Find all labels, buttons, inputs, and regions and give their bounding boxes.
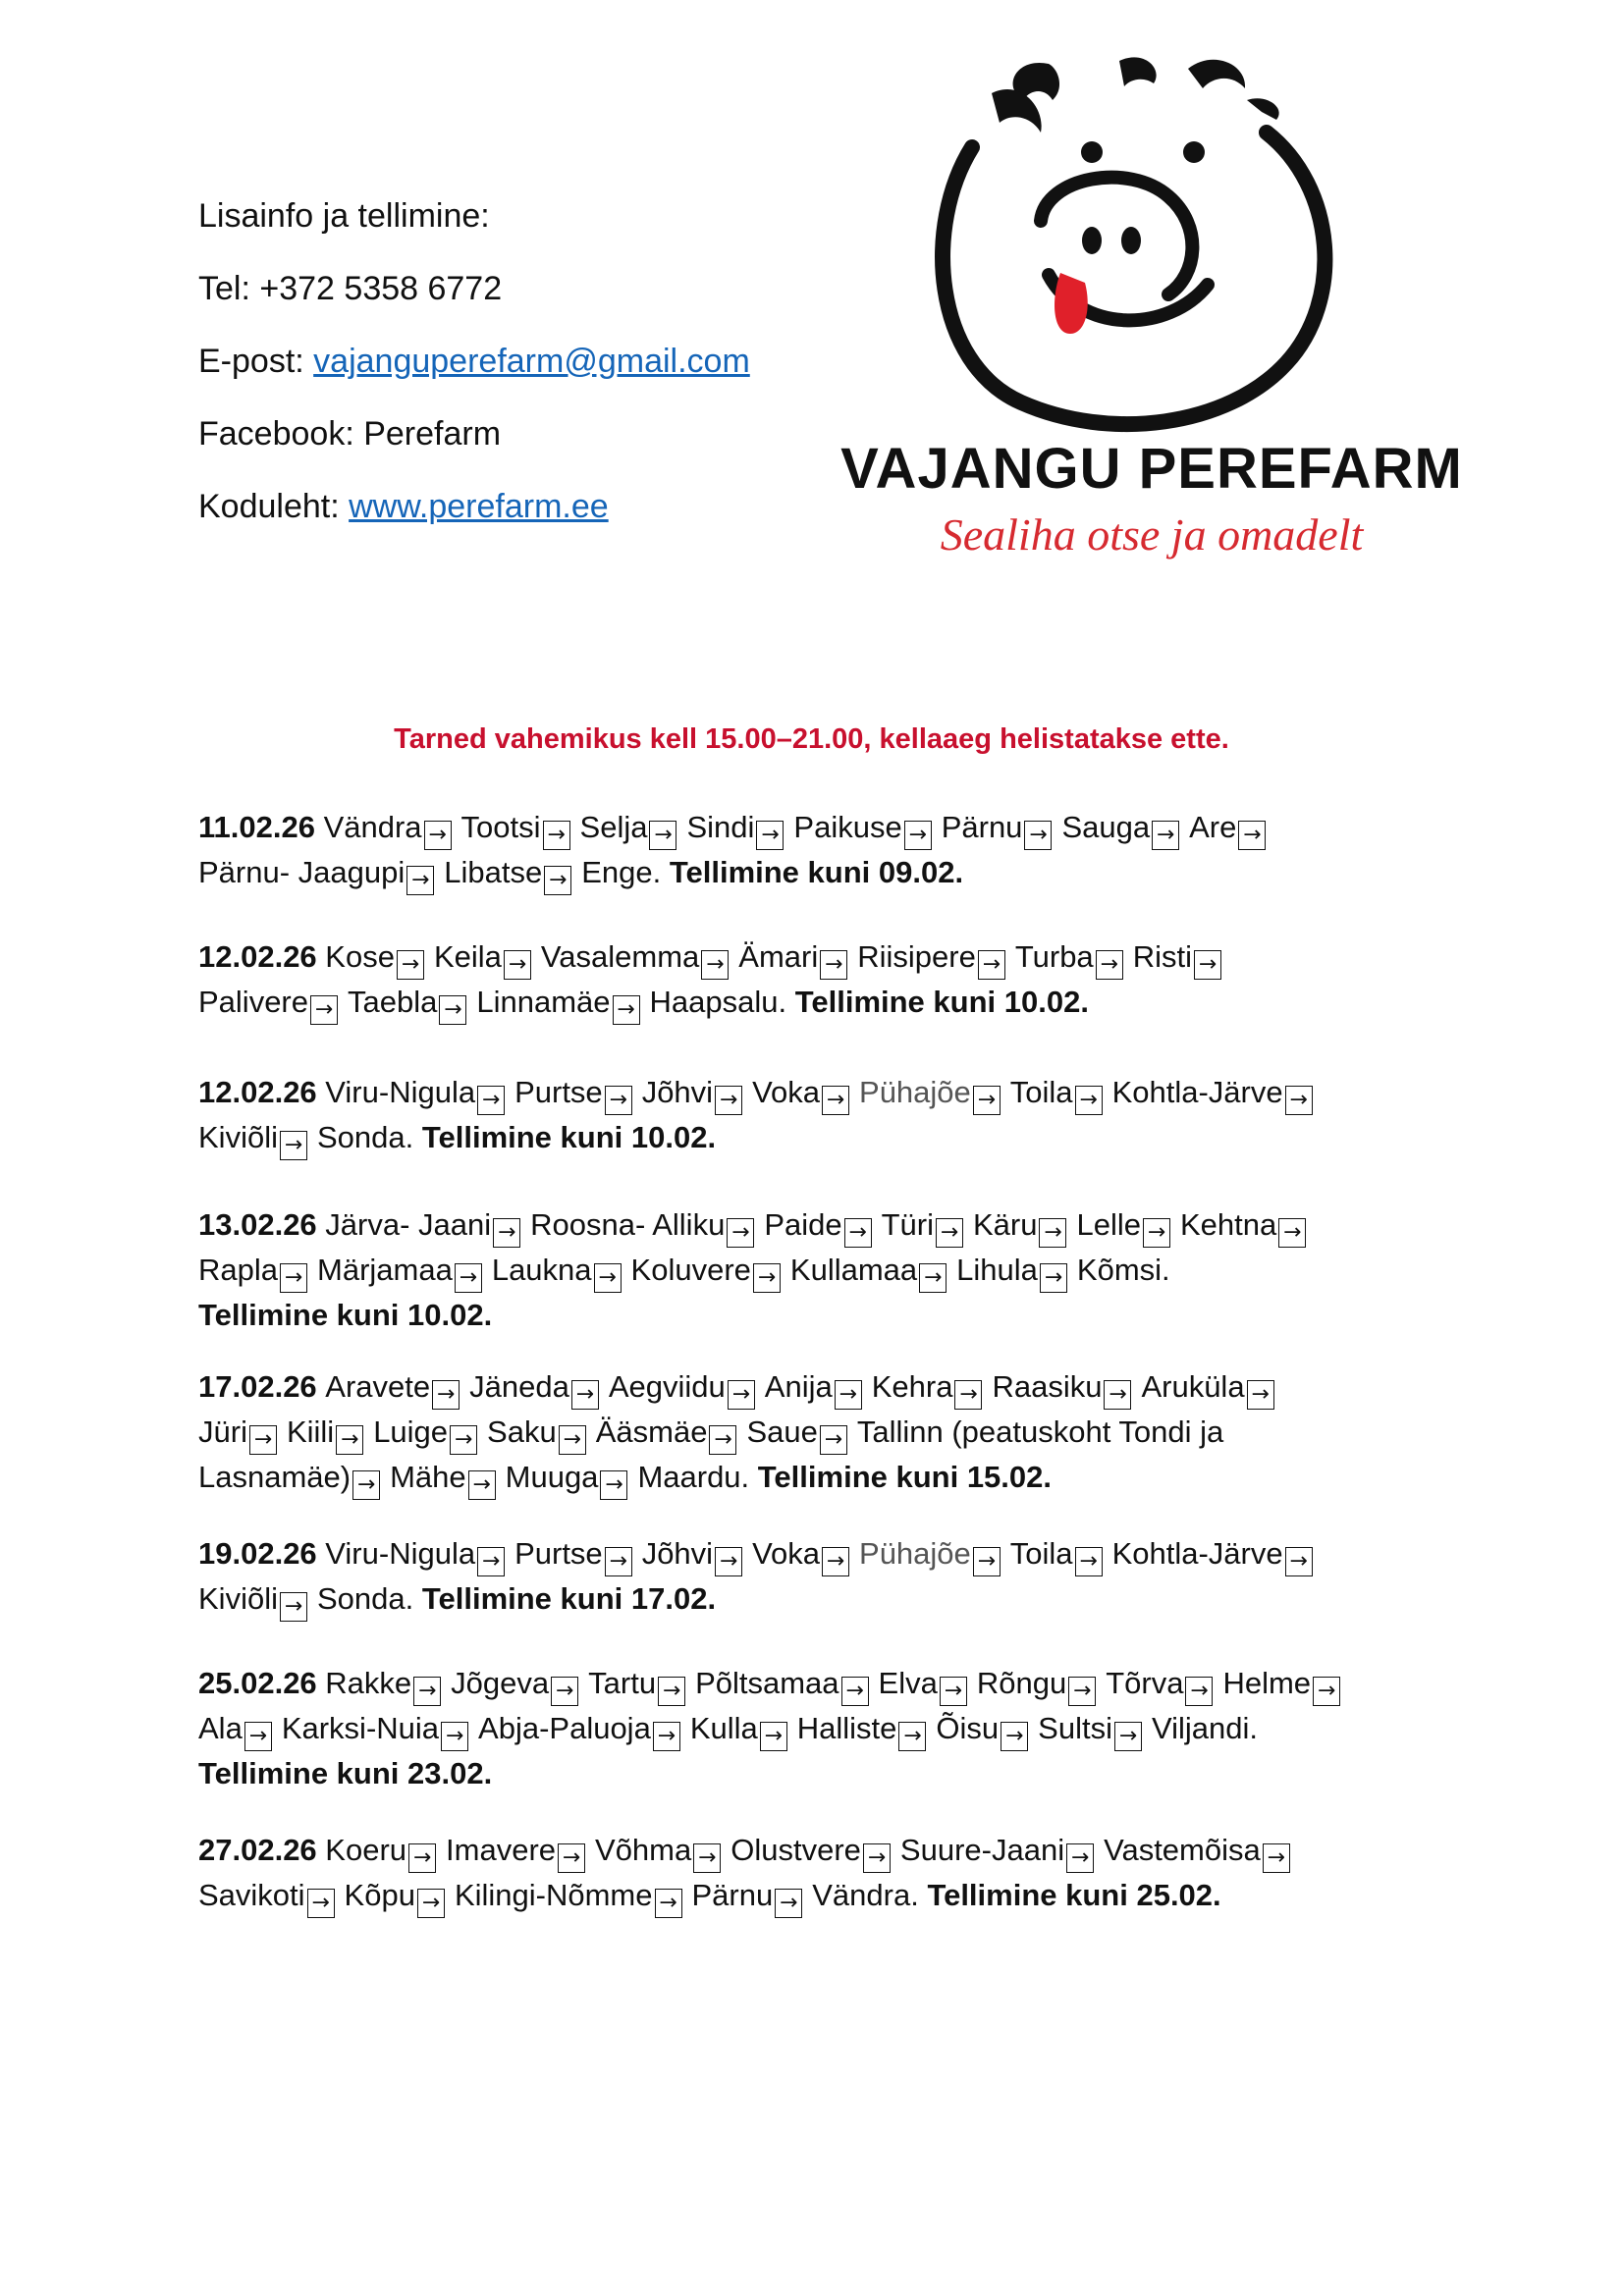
arrow-icon: → — [863, 1843, 891, 1873]
schedule-line — [198, 1455, 1475, 1500]
arrow-icon: → — [820, 1425, 847, 1455]
logo-name: VAJANGU PEREFARM — [840, 437, 1463, 501]
schedule-line — [198, 1410, 1475, 1455]
arrow-icon: → — [336, 1425, 363, 1455]
arrow-icon: → — [1075, 1547, 1103, 1576]
schedule-line — [198, 1115, 1475, 1160]
arrow-icon: → — [280, 1592, 307, 1622]
stop-name: Enge. — [581, 855, 662, 889]
stop-name: Pühajõe — [859, 1536, 971, 1571]
arrow-icon: → — [898, 1722, 926, 1751]
delivery-date: 13.02.26 — [198, 1207, 326, 1242]
stop-name: Sauga — [1061, 810, 1151, 844]
stop-name: Suure-Jaani — [899, 1833, 1065, 1867]
stop-name: Viljandi. — [1151, 1711, 1258, 1745]
arrow-icon: → — [310, 995, 338, 1025]
stop-name: Jõhvi — [641, 1075, 714, 1109]
arrow-icon: → — [477, 1086, 505, 1115]
stop-name: Savikoti — [198, 1878, 305, 1912]
stop-name: Tartu — [588, 1666, 657, 1700]
stop-name: Imavere — [446, 1833, 557, 1867]
arrow-icon: → — [822, 1547, 849, 1576]
facebook-label: Facebook: — [198, 415, 354, 453]
arrow-icon: → — [756, 821, 784, 850]
stop-name: Jõgeva — [451, 1666, 550, 1700]
stop-name: Keila — [433, 939, 502, 974]
arrow-icon: → — [551, 1677, 578, 1706]
arrow-icon: → — [978, 950, 1005, 980]
arrow-icon: → — [468, 1470, 496, 1500]
schedule-entry — [198, 1070, 1475, 1160]
stop-name: Saku — [487, 1415, 557, 1449]
stop-name: Turba — [1014, 939, 1094, 974]
stop-name: Kohtla-Järve — [1111, 1536, 1283, 1571]
arrow-icon: → — [605, 1086, 632, 1115]
schedule-entry — [198, 1531, 1475, 1622]
stop-name: Põltsamaa — [695, 1666, 839, 1700]
arrow-icon: → — [543, 821, 570, 850]
stop-name: Voka — [752, 1536, 821, 1571]
stop-name: Aravete — [325, 1369, 431, 1404]
arrow-icon: → — [450, 1425, 477, 1455]
stop-name: Pärnu- Jaagupi — [198, 855, 406, 889]
website-line — [198, 487, 750, 560]
arrow-icon: → — [413, 1677, 441, 1706]
stop-name: Voka — [752, 1075, 821, 1109]
arrow-icon: → — [715, 1086, 742, 1115]
schedule-line — [198, 1070, 1475, 1115]
stop-name: Kiili — [286, 1415, 335, 1449]
stop-name: Vasalemma — [540, 939, 700, 974]
arrow-icon: → — [844, 1218, 872, 1248]
schedule-line — [198, 1202, 1475, 1248]
stop-name: Kiviõli — [198, 1581, 278, 1616]
arrow-icon: → — [605, 1547, 632, 1576]
facebook-line — [198, 414, 750, 487]
stop-name: Sultsi — [1038, 1711, 1112, 1745]
stop-name: Vändra. — [812, 1878, 919, 1912]
delivery-date: 12.02.26 — [198, 939, 326, 974]
arrow-icon: → — [936, 1218, 963, 1248]
stop-name: Olustvere — [730, 1833, 861, 1867]
arrow-icon: → — [397, 950, 424, 980]
schedule-line — [198, 805, 1475, 850]
arrow-icon: → — [1285, 1086, 1313, 1115]
arrow-icon: → — [701, 950, 729, 980]
stop-name: Järva- Jaani — [325, 1207, 492, 1242]
phone-number: +372 5358 6772 — [259, 270, 503, 307]
schedule-line — [198, 850, 1475, 895]
stop-name: Rõngu — [976, 1666, 1067, 1700]
stop-name: Kõmsi. — [1076, 1253, 1170, 1287]
stop-name: Viru-Nigula — [325, 1075, 476, 1109]
arrow-icon: → — [709, 1425, 736, 1455]
stop-name: Aegviidu — [608, 1369, 726, 1404]
arrow-icon: → — [417, 1889, 445, 1918]
facebook-name: Perefarm — [363, 415, 502, 453]
arrow-icon: → — [973, 1086, 1001, 1115]
arrow-icon: → — [649, 821, 676, 850]
stop-name: Halliste — [796, 1711, 897, 1745]
stop-name: Haapsalu. — [649, 985, 787, 1019]
arrow-icon: → — [455, 1263, 482, 1293]
phone-line — [198, 269, 750, 342]
stop-name: Koluvere — [630, 1253, 751, 1287]
arrow-icon: → — [1040, 1263, 1067, 1293]
stop-name: Käru — [973, 1207, 1038, 1242]
stop-name: Taebla — [348, 985, 438, 1019]
arrow-icon: → — [820, 950, 847, 980]
arrow-icon: → — [835, 1380, 862, 1410]
stop-name: Laukna — [491, 1253, 592, 1287]
email-link[interactable]: vajanguperefarm@gmail.com — [313, 343, 750, 380]
arrow-icon: → — [432, 1380, 460, 1410]
order-deadline: Tellimine kuni 23.02. — [198, 1756, 493, 1790]
schedule-line — [198, 1248, 1475, 1293]
stop-name: Purtse — [514, 1536, 603, 1571]
arrow-icon: → — [504, 950, 531, 980]
schedule-entry — [198, 1661, 1475, 1795]
order-deadline: Tellimine kuni 15.02. — [757, 1460, 1053, 1494]
stop-name: Purtse — [514, 1075, 603, 1109]
order-deadline: Tellimine kuni 10.02. — [421, 1120, 717, 1154]
stop-name: Lasnamäe) — [198, 1460, 352, 1494]
stop-name: Õisu — [936, 1711, 1000, 1745]
arrow-icon: → — [559, 1425, 586, 1455]
schedule-line — [198, 1576, 1475, 1622]
schedule-line — [198, 1293, 1475, 1337]
stop-name: Roosna- Alliku — [530, 1207, 726, 1242]
stop-name: Jõhvi — [641, 1536, 714, 1571]
stop-name: Pärnu — [941, 810, 1023, 844]
stop-name: Märjamaa — [317, 1253, 453, 1287]
arrow-icon: → — [1068, 1677, 1096, 1706]
stop-name: Riisipere — [857, 939, 976, 974]
order-deadline: Tellimine kuni 10.02. — [794, 985, 1089, 1019]
arrow-icon: → — [1024, 821, 1052, 850]
schedule-entry — [198, 1828, 1475, 1918]
stop-name: Linnamäe — [476, 985, 611, 1019]
arrow-icon: → — [1001, 1722, 1028, 1751]
arrow-icon: → — [280, 1131, 307, 1160]
arrow-icon: → — [728, 1380, 755, 1410]
stop-name: Rapla — [198, 1253, 278, 1287]
arrow-icon: → — [940, 1677, 967, 1706]
schedule-line — [198, 1873, 1475, 1918]
arrow-icon: → — [658, 1677, 685, 1706]
arrow-icon: → — [1247, 1380, 1274, 1410]
stop-name: Risti — [1132, 939, 1192, 974]
stop-name: Sonda. — [316, 1581, 414, 1616]
arrow-icon: → — [1114, 1722, 1142, 1751]
stop-name: Kullamaa — [789, 1253, 918, 1287]
arrow-icon: → — [973, 1547, 1001, 1576]
arrow-icon: → — [1066, 1843, 1094, 1873]
stop-name: Tootsi — [460, 810, 541, 844]
stop-name: Mähe — [390, 1460, 466, 1494]
stop-name: Rakke — [325, 1666, 412, 1700]
stop-name: Aruküla — [1141, 1369, 1245, 1404]
stop-name: Anija — [764, 1369, 833, 1404]
email-label: E-post: — [198, 343, 304, 380]
arrow-icon: → — [406, 866, 434, 895]
stop-name: Viru-Nigula — [325, 1536, 476, 1571]
email-line — [198, 342, 750, 414]
arrow-icon: → — [600, 1470, 627, 1500]
stop-name: Türi — [881, 1207, 934, 1242]
stop-name: Muuga — [505, 1460, 599, 1494]
stop-name: Lihula — [956, 1253, 1038, 1287]
stop-name: Maardu. — [637, 1460, 750, 1494]
arrow-icon: → — [1096, 950, 1123, 980]
schedule-line — [198, 1706, 1475, 1751]
stop-name: Tallinn (peatuskoht Tondi ja — [856, 1415, 1224, 1449]
arrow-icon: → — [1285, 1547, 1313, 1576]
stop-name: Ala — [198, 1711, 243, 1745]
arrow-icon: → — [919, 1263, 947, 1293]
arrow-icon: → — [249, 1425, 277, 1455]
arrow-icon: → — [760, 1722, 787, 1751]
stop-name: Tõrva — [1106, 1666, 1184, 1700]
stop-name: Abja-Paluoja — [478, 1711, 651, 1745]
phone-label: Tel: — [198, 270, 250, 307]
order-deadline: Tellimine kuni 25.02. — [927, 1878, 1221, 1912]
arrow-icon: → — [477, 1547, 505, 1576]
arrow-icon: → — [954, 1380, 982, 1410]
arrow-icon: → — [1039, 1218, 1066, 1248]
arrow-icon: → — [244, 1722, 272, 1751]
arrow-icon: → — [715, 1547, 742, 1576]
arrow-icon: → — [408, 1843, 436, 1873]
arrow-icon: → — [1075, 1086, 1103, 1115]
stop-name: Kehra — [871, 1369, 953, 1404]
stop-name: Elva — [878, 1666, 938, 1700]
arrow-icon: → — [1238, 821, 1266, 850]
stop-name: Sindi — [686, 810, 755, 844]
stop-name: Selja — [579, 810, 648, 844]
arrow-icon: → — [841, 1677, 869, 1706]
stop-name: Sonda. — [316, 1120, 414, 1154]
delivery-notice: Tarned vahemikus kell 15.00–21.00, kellaaeg helistatakse ette. — [394, 723, 1229, 755]
stop-name: Toila — [1009, 1536, 1073, 1571]
stop-name: Karksi-Nuia — [281, 1711, 440, 1745]
stop-name: Pühajõe — [859, 1075, 971, 1109]
arrow-icon: → — [1278, 1218, 1306, 1248]
arrow-icon: → — [1263, 1843, 1290, 1873]
stop-name: Võhma — [595, 1833, 692, 1867]
delivery-date: 19.02.26 — [198, 1536, 326, 1571]
stop-name: Raasiku — [992, 1369, 1103, 1404]
contact-block — [198, 196, 750, 560]
arrow-icon: → — [904, 821, 932, 850]
schedule-line — [198, 1364, 1475, 1410]
delivery-date: 12.02.26 — [198, 1075, 326, 1109]
order-deadline: Tellimine kuni 10.02. — [198, 1298, 493, 1332]
arrow-icon: → — [1185, 1677, 1213, 1706]
schedule-entry — [198, 934, 1475, 1025]
pig-face-logo — [840, 39, 1463, 569]
stop-name: Koeru — [325, 1833, 407, 1867]
stop-name: Palivere — [198, 985, 308, 1019]
stop-name: Luige — [373, 1415, 449, 1449]
stop-name: Vändra — [323, 810, 422, 844]
arrow-icon: → — [613, 995, 640, 1025]
schedule-entry — [198, 805, 1475, 895]
arrow-icon: → — [655, 1889, 682, 1918]
schedule-entry — [198, 1202, 1475, 1337]
arrow-icon: → — [424, 821, 452, 850]
arrow-icon: → — [693, 1843, 721, 1873]
schedule-line — [198, 1751, 1475, 1795]
stop-name: Kõpu — [344, 1878, 415, 1912]
stop-name: Pärnu — [691, 1878, 774, 1912]
stop-name: Saue — [746, 1415, 818, 1449]
stop-name: Are — [1189, 810, 1237, 844]
arrow-icon: → — [1143, 1218, 1170, 1248]
schedule-line — [198, 1661, 1475, 1706]
stop-name: Kohtla-Järve — [1111, 1075, 1283, 1109]
stop-name: Kulla — [689, 1711, 758, 1745]
schedule-entry — [198, 1364, 1475, 1500]
stop-name: Vastemõisa — [1104, 1833, 1261, 1867]
arrow-icon: → — [775, 1889, 802, 1918]
stop-name: Kiviõli — [198, 1120, 278, 1154]
arrow-icon: → — [753, 1263, 781, 1293]
stop-name: Jäneda — [469, 1369, 569, 1404]
order-deadline: Tellimine kuni 17.02. — [421, 1581, 717, 1616]
arrow-icon: → — [1152, 821, 1179, 850]
stop-name: Paikuse — [793, 810, 902, 844]
logo-tagline: Sealiha otse ja omadelt — [940, 509, 1364, 560]
contact-heading: Lisainfo ja tellimine: — [198, 197, 490, 235]
arrow-icon: → — [571, 1380, 599, 1410]
arrow-icon: → — [1104, 1380, 1131, 1410]
stop-name: Kose — [325, 939, 395, 974]
website-label: Koduleht: — [198, 488, 340, 525]
arrow-icon: → — [558, 1843, 585, 1873]
stop-name: Ämari — [738, 939, 819, 974]
arrow-icon: → — [544, 866, 571, 895]
arrow-icon: → — [727, 1218, 754, 1248]
schedule-line — [198, 1828, 1475, 1873]
stop-name: Ääsmäe — [595, 1415, 708, 1449]
arrow-icon: → — [1313, 1677, 1340, 1706]
arrow-icon: → — [307, 1889, 335, 1918]
arrow-icon: → — [441, 1722, 468, 1751]
arrow-icon: → — [439, 995, 466, 1025]
delivery-date: 27.02.26 — [198, 1833, 326, 1867]
delivery-date: 25.02.26 — [198, 1666, 326, 1700]
schedule-line — [198, 1531, 1475, 1576]
stop-name: Jüri — [198, 1415, 247, 1449]
stop-name: Kehtna — [1179, 1207, 1277, 1242]
stop-name: Helme — [1222, 1666, 1312, 1700]
schedule-line — [198, 980, 1475, 1025]
delivery-date: 11.02.26 — [198, 810, 324, 844]
stop-name: Toila — [1009, 1075, 1073, 1109]
arrow-icon: → — [280, 1263, 307, 1293]
stop-name: Paide — [764, 1207, 842, 1242]
stop-name: Libatse — [444, 855, 543, 889]
arrow-icon: → — [493, 1218, 520, 1248]
arrow-icon: → — [594, 1263, 622, 1293]
arrow-icon: → — [1194, 950, 1221, 980]
arrow-icon: → — [653, 1722, 680, 1751]
stop-name: Kilingi-Nõmme — [454, 1878, 653, 1912]
website-link[interactable]: www.perefarm.ee — [349, 488, 609, 525]
schedule-line — [198, 934, 1475, 980]
order-deadline: Tellimine kuni 09.02. — [669, 855, 964, 889]
stop-name: Lelle — [1076, 1207, 1141, 1242]
arrow-icon: → — [822, 1086, 849, 1115]
delivery-date: 17.02.26 — [198, 1369, 326, 1404]
arrow-icon: → — [352, 1470, 380, 1500]
